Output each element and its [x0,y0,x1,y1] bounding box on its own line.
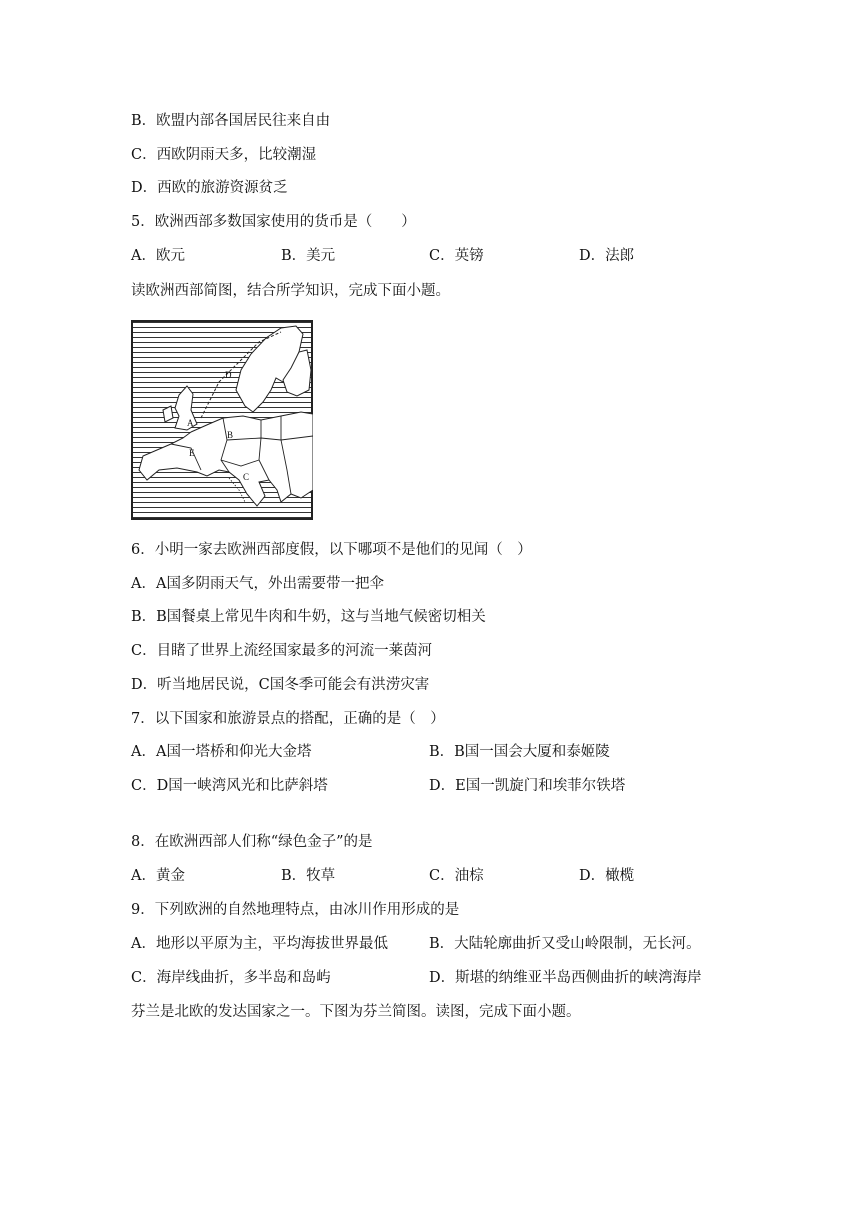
q7-option-b: B．B国一国会大厦和泰姬陵 [429,744,610,760]
finland-intro: 芬兰是北欧的发达国家之一。下图为芬兰简图。读图，完成下面小题。 [131,1004,581,1020]
q8-option-d: D．橄榄 [579,868,635,884]
q5-option-d: D．法郎 [579,248,635,264]
q8-option-a: A．黄金 [131,868,185,884]
q8-option-c: C．油棕 [429,868,484,884]
q9-option-a: A．地形以平原为主，平均海拔世界最低 [131,936,388,952]
q8-option-b: B．牧草 [281,868,336,884]
map-label-d: D [225,370,232,380]
q5-stem: 5．欧洲西部多数国家使用的货币是（ ） [131,214,416,230]
map-label-c: C [243,472,250,482]
q7-option-a: A．A国一塔桥和仰光大金塔 [131,744,312,760]
q7-option-d: D．E国一凯旋门和埃菲尔铁塔 [429,778,626,794]
map-label-b: B [227,430,234,440]
map-intro: 读欧洲西部简图，结合所学知识，完成下面小题。 [131,283,450,299]
q9-option-d: D．斯堪的纳维亚半岛西侧曲折的峡湾海岸 [429,970,702,986]
q8-stem: 8．在欧洲西部人们称“绿色金子”的是 [131,834,373,850]
map-label-a: A [187,418,194,428]
q9-option-c: C．海岸线曲折，多半岛和岛屿 [131,970,331,986]
q7-option-c: C．D国一峡湾风光和比萨斜塔 [131,778,328,794]
q6-option-a: A．A国多阴雨天气，外出需要带一把伞 [131,576,384,592]
western-europe-map [131,320,313,520]
line-prev-d: D．西欧的旅游资源贫乏 [131,180,288,196]
q6-option-b: B．B国餐桌上常见牛肉和牛奶，这与当地气候密切相关 [131,609,486,625]
q6-option-c: C．目睹了世界上流经国家最多的河流一莱茵河 [131,643,433,659]
q9-option-b: B．大陆轮廓曲折又受山岭限制，无长河。 [429,936,701,952]
q6-stem: 6．小明一家去欧洲西部度假，以下哪项不是他们的见闻（ ） [131,542,532,558]
line-prev-c: C．西欧阴雨天多，比较潮湿 [131,147,317,163]
q6-option-d: D．听当地居民说，C国冬季可能会有洪涝灾害 [131,677,430,693]
q5-option-c: C．英镑 [429,248,484,264]
q5-option-b: B．美元 [281,248,336,264]
q9-stem: 9．下列欧洲的自然地理特点，由冰川作用形成的是 [131,902,460,918]
map-label-e: E [189,448,195,458]
q7-stem: 7．以下国家和旅游景点的搭配，正确的是（ ） [131,711,445,727]
line-prev-b: B．欧盟内部各国居民往来自由 [131,113,331,129]
q5-option-a: A．欧元 [131,248,185,264]
